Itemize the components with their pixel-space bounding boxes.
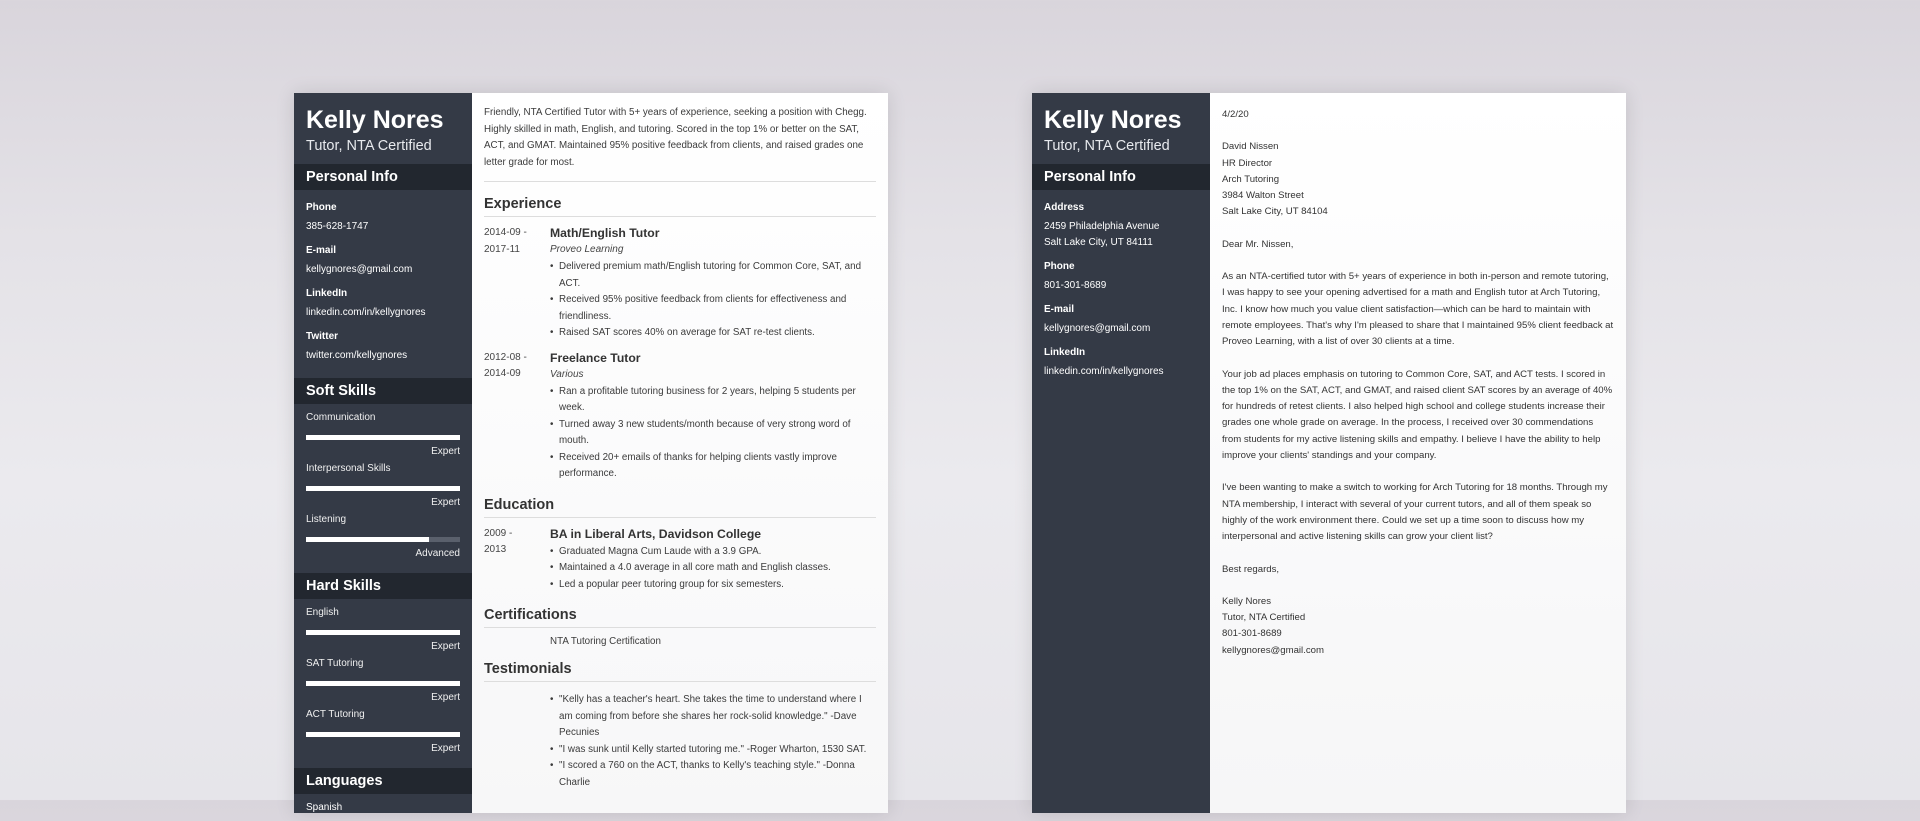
entry-date <box>484 350 550 483</box>
certifications-list <box>484 636 876 647</box>
experience-list <box>484 225 876 483</box>
letter-header <box>1032 93 1210 164</box>
skill-level: Expert <box>431 446 460 457</box>
letter-paragraph: I've been wanting to make a switch to working for Arch Tutoring for 18 months. Through my NTA membership, I interact with several of your current tutors, and all of them speak so highly of the work environment there. Could we set up a time soon to discuss how my interpersonal and active listening skills can grow your client list? <box>1222 482 1608 543</box>
skill-name: Interpersonal Skills <box>306 463 391 474</box>
resume-document <box>294 93 888 813</box>
skill-bar <box>306 435 460 440</box>
entry-title: Freelance Tutor <box>550 350 641 365</box>
skill-level: Advanced <box>415 548 460 559</box>
info-value: kellygnores@gmail.com <box>1044 323 1151 334</box>
entry-date-end: 2013 <box>484 544 507 556</box>
entry-bullets <box>550 544 876 594</box>
entry-company: Various <box>550 368 584 380</box>
skill-item <box>306 412 460 457</box>
testimonials-list <box>550 692 876 791</box>
entry-title: BA in Liberal Arts, Davidson College <box>550 526 762 541</box>
entry-date-start: 2009 - <box>484 527 513 539</box>
letter-paragraphs <box>1222 269 1614 545</box>
resume-main <box>472 93 888 813</box>
resume-personal-info-heading: Personal Info <box>294 164 472 190</box>
skill-bar <box>306 486 460 491</box>
testimonials-heading: Testimonials <box>484 655 876 682</box>
languages-list <box>294 794 472 821</box>
entry-date <box>484 526 550 594</box>
skill-bar-fill <box>306 732 460 737</box>
skill-bar-fill <box>306 681 460 686</box>
entry-date-end: 2014-09 <box>484 368 521 380</box>
skill-item <box>306 514 460 559</box>
info-label: Address <box>1044 202 1085 213</box>
letter-body <box>1222 107 1614 659</box>
skill-bar-fill <box>306 630 460 635</box>
skill-name: ACT Tutoring <box>306 709 365 720</box>
education-heading: Education <box>484 491 876 518</box>
skill-bar <box>306 537 460 542</box>
info-value: 385-628-1747 <box>306 221 369 232</box>
letter-name: Kelly Nores <box>1044 106 1182 134</box>
entry-bullets <box>550 259 876 342</box>
letter-paragraph: Your job ad places emphasis on tutoring to Common Core, SAT, and ACT tests. I scored in the top 1% on the SAT, ACT, and GMAT, and raised client SAT scores by an average of 40% for hundreds of retest clients. I also helped high school and college students increase their grades one whole grade on average. In the process, I received over 30 commendations from students for my active listening skills and empathy. I believe I have the ability to help improve your clients' standings and your company. <box>1222 368 1613 462</box>
skill-name: SAT Tutoring <box>306 658 364 669</box>
info-value: linkedin.com/in/kellygnores <box>306 307 426 318</box>
entry-bullet: • Led a popular peer tutoring group for six semesters. <box>550 577 876 594</box>
letter-date: 4/2/20 <box>1222 109 1249 120</box>
info-value: twitter.com/kellygnores <box>306 350 408 361</box>
education-entry <box>484 526 876 594</box>
skill-item <box>306 658 460 703</box>
info-value: linkedin.com/in/kellygnores <box>1044 366 1164 377</box>
resume-sidebar <box>294 93 472 813</box>
hard-skills-list <box>294 599 472 768</box>
entry-title: Math/English Tutor <box>550 226 660 241</box>
letter-main <box>1210 93 1626 813</box>
language-item: Spanish <box>306 802 343 813</box>
entry-bullet: • Graduated Magna Cum Laude with a 3.9 GPA. <box>550 544 876 561</box>
resume-summary: Friendly, NTA Certified Tutor with 5+ years of experience, seeking a position with Chegg. Highly skilled in math, English, and tutoring. Scored in the top 1% or better on the SAT, ACT, and GMAT. Maintained 95% positive feedback from clients, and raised grades one letter grade for most. <box>484 105 876 182</box>
hard-skills-heading: Hard Skills <box>294 573 472 599</box>
resume-name: Kelly Nores <box>306 106 444 134</box>
letter-sidebar <box>1032 93 1210 813</box>
recipient-line: David Nissen <box>1222 141 1279 153</box>
info-label: Twitter <box>306 331 339 342</box>
skill-level: Expert <box>431 641 460 652</box>
info-value: 801-301-8689 <box>1044 280 1107 291</box>
signature-line: Kelly Nores <box>1222 595 1272 607</box>
recipient-line: 3984 Walton Street <box>1222 190 1304 202</box>
skill-item <box>306 709 460 754</box>
soft-skills-list <box>294 404 472 573</box>
entry-date-start: 2014-09 - <box>484 227 527 239</box>
skill-bar-fill <box>306 486 460 491</box>
experience-entry <box>484 350 876 483</box>
skill-level: Expert <box>431 692 460 703</box>
skill-bar-fill <box>306 435 460 440</box>
experience-heading: Experience <box>484 190 876 217</box>
resume-header <box>294 93 472 164</box>
recipient-line: Salt Lake City, UT 84104 <box>1222 206 1328 218</box>
entry-body <box>550 526 876 594</box>
certifications-heading: Certifications <box>484 601 876 628</box>
signature-line: kellygnores@gmail.com <box>1222 644 1324 656</box>
info-label: E-mail <box>306 245 337 256</box>
entry-company: Proveo Learning <box>550 244 624 256</box>
info-label: LinkedIn <box>1044 347 1086 358</box>
certification-item: NTA Tutoring Certification <box>550 636 661 648</box>
resume-role: Tutor, NTA Certified <box>306 138 432 154</box>
letter-salutation: Dear Mr. Nissen, <box>1222 238 1294 250</box>
skill-item <box>306 463 460 508</box>
letter-paragraph: As an NTA-certified tutor with 5+ years of experience in both in-person and remote tutoring, I was happy to see your opening advertised for a math and English tutor at Arch Tutoring, Inc. I know how much you value client satisfaction—which can be hard to maintain with remote employees. That's why I'm pleased to share that I maintained 95% client feedback at Proveo Learning, with a list of over 30 clients at a time. <box>1222 271 1614 348</box>
entry-bullet: • Maintained a 4.0 average in all core math and English classes. <box>550 560 876 577</box>
recipient-line: HR Director <box>1222 157 1273 169</box>
info-value: 2459 Philadelphia Avenue Salt Lake City, UT 84111 <box>1044 221 1160 248</box>
entry-bullet: • Turned away 3 new students/month because of very strong word of mouth. <box>550 417 876 450</box>
entry-bullet: • Received 20+ emails of thanks for helping clients vastly improve performance. <box>550 450 876 483</box>
education-list <box>484 526 876 594</box>
recipient-line: Arch Tutoring <box>1222 173 1280 185</box>
soft-skills-heading: Soft Skills <box>294 378 472 404</box>
info-label: E-mail <box>1044 304 1075 315</box>
skill-bar <box>306 732 460 737</box>
skill-level: Expert <box>431 497 460 508</box>
info-label: Phone <box>306 202 337 213</box>
entry-body <box>550 350 876 483</box>
resume-personal-info <box>294 190 472 378</box>
testimonials-entry <box>484 690 876 791</box>
signature-line: 801-301-8689 <box>1222 628 1282 640</box>
letter-closing: Best regards, <box>1222 563 1280 575</box>
signature-line: Tutor, NTA Certified <box>1222 612 1306 624</box>
testimonial-item: • "Kelly has a teacher's heart. She takes the time to understand where I am coming from before she shares her rock-solid knowledge." -Dave Pecunies <box>550 692 876 742</box>
entry-date-start: 2012-08 - <box>484 351 527 363</box>
entry-bullets <box>550 384 876 483</box>
entry-date <box>484 225 550 342</box>
letter-signature <box>1222 594 1614 659</box>
skill-bar <box>306 630 460 635</box>
skill-name: Listening <box>306 514 347 525</box>
letter-recipient <box>1222 139 1614 220</box>
cover-letter-document <box>1032 93 1626 813</box>
entry-bullet: • Received 95% positive feedback from clients for effectiveness and friendliness. <box>550 292 876 325</box>
entry-bullet: • Delivered premium math/English tutoring for Common Core, SAT, and ACT. <box>550 259 876 292</box>
skill-name: Communication <box>306 412 376 423</box>
skill-level: Expert <box>431 743 460 754</box>
entry-body <box>550 225 876 342</box>
skill-bar-fill <box>306 537 429 542</box>
info-label: LinkedIn <box>306 288 348 299</box>
skill-bar <box>306 681 460 686</box>
skill-item <box>306 607 460 652</box>
testimonial-item: • "I was sunk until Kelly started tutoring me." -Roger Wharton, 1530 SAT. <box>550 742 876 759</box>
letter-personal-info-heading: Personal Info <box>1032 164 1210 190</box>
entry-bullet: • Ran a profitable tutoring business for 2 years, helping 5 students per week. <box>550 384 876 417</box>
entry-bullet: • Raised SAT scores 40% on average for SAT re-test clients. <box>550 325 876 342</box>
experience-entry <box>484 225 876 342</box>
info-label: Phone <box>1044 261 1075 272</box>
letter-role: Tutor, NTA Certified <box>1044 138 1170 154</box>
letter-personal-info <box>1032 190 1210 394</box>
info-value: kellygnores@gmail.com <box>306 264 413 275</box>
skill-name: English <box>306 607 339 618</box>
languages-heading: Languages <box>294 768 472 794</box>
testimonial-item: • "I scored a 760 on the ACT, thanks to Kelly's teaching style." -Donna Charlie <box>550 758 876 791</box>
entry-date-end: 2017-11 <box>484 243 520 255</box>
